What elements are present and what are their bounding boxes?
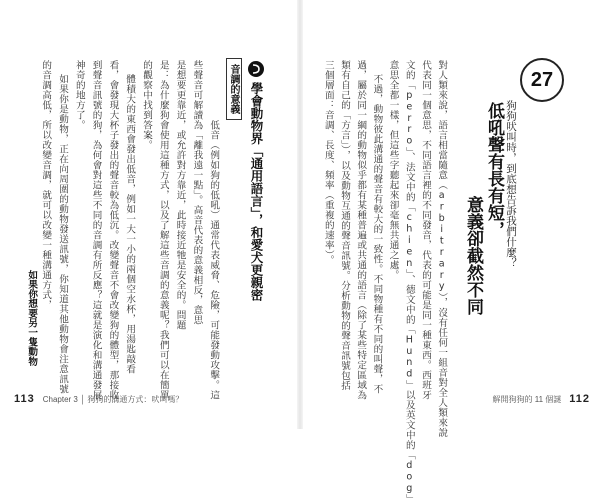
right-body-column-5: 不過，動物彼此溝通的聲音有較大的一致性。不同物種有不同的叫聲，不 [371,74,383,394]
right-body-column-7: 類有自己的「方言」），以及動物互通的聲音訊號。分析動物的聲音訊號包括 [339,60,350,391]
right-running-head: 解開狗狗的 11 個謎 [492,394,562,404]
page-gutter [297,0,303,429]
left-body-column-6: 體積大的東西會發出低音，例如一大一小的兩個空水杯，用湯匙敲看 [124,74,136,374]
right-page-number: 112 [569,393,590,405]
right-footer [430,392,590,406]
left-running-head: Chapter 3 │ 狗狗的溝通方式：吠叫嗎？ [42,394,184,404]
bold-highlight: 如果你想要另一隻動物 [26,270,38,366]
article-title-line1: 低吼聲有長有短， [484,102,504,238]
section-label: 音調的意義 [226,58,242,120]
left-page-number: 113 [14,393,35,405]
left-body-column-10: 如果你是動物，正在向周圍的動物發送訊號，你知道其他動物會注意訊號 [57,74,68,394]
section-bullet-icon [247,60,265,78]
section-title: 學會動物界「通用語言」，和愛犬更親密 [249,82,264,301]
left-body-column-5: 的觀察中找到答案。 [141,60,152,150]
left-body-column-4: 是：為什麼狗會使用這種方式，以及了解這些音調的意義呢？我們可以在簡單 [157,60,169,400]
right-body-column-8: 三個層面：音調、長度、頻率（重複的速率）。 [322,60,334,266]
left-body-column-1: 低音（例如狗的低吼）通常代表威脅、危險，可能發動攻擊。這 [208,120,220,400]
left-body-column-2: 些聲音可解讀為「離我遠一點」。高音代表的意義相反，意思 [191,60,203,326]
right-body-column-2: 代表同一個意思，不同語言裡的不同發音，代表的可能是同一種東西。西班牙 [420,60,431,400]
chapter-number-badge: 27 [520,58,564,102]
left-footer [14,392,289,406]
article-title-line2: 意義卻截然不同 [463,196,483,315]
left-body-column-3: 是想要更靠近，或允許對方靠近，此時接近牠是安全的。問題 [174,60,186,330]
right-body-column-4: 意思全都一樣，但這些字聽起來卻毫無共通之處。 [387,60,399,280]
right-body-column-3: 文的「perro」、法文中的「chien」、德文中的「Hund」以及英文中的「dog」 [403,60,415,504]
left-body-column-11: 的音調高低，所以改變音調，就可以改變一種溝通方式， [40,60,52,310]
left-body-column-7: 看，會發現大杯子發出的聲音較為低沉。改變聲音不會改變狗的體型，那接收 [107,60,119,400]
right-body-column-1: 對人類來說，語言相當隨意（arbitrary），沒有任何一組音對全人類來說 [436,60,448,438]
right-body-column-6: 過，屬於同一綱的動物似乎都有某種普遍或共通的語言（除了某些特定區域為 [355,60,367,400]
left-body-column-8: 到聲音訊號的狗，為何會對這些不同的音調有所反應？這就是演化和溝通發展 [90,60,102,400]
left-body-column-9: 神奇的地方了。 [73,60,85,130]
article-subtitle: 狗狗吠叫時，到底想告訴我們什麼？ [505,100,517,268]
